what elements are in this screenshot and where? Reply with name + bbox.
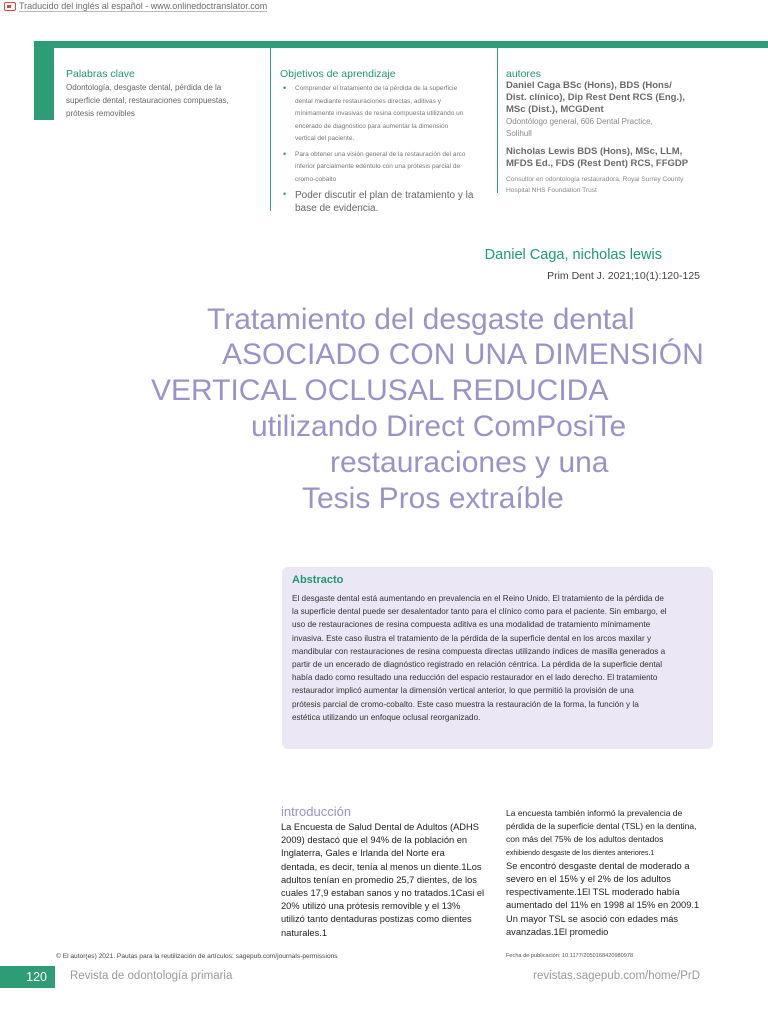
author-2-name: Nicholas Lewis BDS (Hons), MSc, LLM, MFDS Ed., FDS (Rest Dent) RCS, FFGDP (506, 146, 689, 169)
objectives-list (281, 83, 486, 218)
translator-banner (0, 0, 768, 12)
column-divider-2 (497, 48, 498, 193)
author-1-affiliation: Odontólogo general, 606 Dental Practice, Solihull (506, 117, 653, 138)
title-line-3: VERTICAL OCLUSAL REDUCIDA (151, 374, 609, 407)
keywords-heading: Palabras clave (66, 68, 135, 80)
translator-link[interactable]: Traducido del inglés al español - www.onlinedoctranslator.com (19, 0, 268, 11)
title-line-2: ASOCIADO CON UNA DIMENSIÓN (222, 338, 704, 371)
article-byline: Daniel Caga, nicholas lewis (484, 247, 662, 263)
objective-item: • Para obtener una visión general de la restauración del arco inferior parcialmente edéntulo con una prótesis parcial de cromo-cobalto (281, 149, 470, 187)
introduction-right-column: La encuesta también informó la prevalencia de pérdida de la superficie dental (TSL) en la dentina, con más del 75% de los adultos dentados exhibiendo desgaste de los dientes anteriores.1 Se encontró desgaste dental de moderado a severo en el 15% y el 2% de los adultos respectivamente.1El TSL moderado había aumentado del 11% en 1998 al 15% en 2009.1 Un mayor TSL se asoció con edades más avanzadas.1El promedio (506, 808, 700, 937)
objectives-heading: Objetivos de aprendizaje (280, 68, 396, 80)
abstract-heading: Abstracto (292, 574, 344, 586)
introduction-left-column: La Encuesta de Salud Dental de Adultos (ADHS 2009) destacó que el 94% de la población en Inglaterra, Gales e Irlanda del Norte era dentada, es decir, tenía al menos un diente.1Los adultos tenían en promedio 25,7 dientes, de los cuales 17,9 estaban sanos y no tratados.1Casi el 20% utilizó una prótesis removible y el 13% utilizó tanto dentaduras postizas como dientes naturales.1 (281, 822, 485, 938)
page-number: 120 (0, 966, 55, 988)
journal-url[interactable]: revistas.sagepub.com/home/PrD (533, 970, 700, 982)
column-divider-1 (270, 48, 271, 211)
title-line-4: utilizando Direct ComPosiTe (251, 410, 627, 443)
keywords-text: Odontología, desgaste dental, pérdida de la superficie dental, restauraciones compuestas, prótesis removibles (66, 83, 229, 118)
objective-item: • Comprender el tratamiento de la pérdida de la superficie dental mediante restauraciones directas, aditivas y mínimamente invasivas de resina compuesta utilizando un encerado de diagnóstico para aumentar la dimensión vertical del paciente. (281, 83, 470, 146)
translate-icon (4, 2, 16, 11)
publication-doi: Fecha de publicación: 10.1177/2050168420980978 (506, 953, 634, 959)
introduction-heading: introducción (281, 804, 352, 819)
copyright-notice: © El autor(es) 2021. Pautas para la reutilización de artículos: sagepub.com/journals-permissions (56, 953, 338, 960)
header-accent-tab (34, 48, 54, 120)
title-line-5: restauraciones y una (330, 446, 609, 479)
authors-heading: autores (506, 68, 542, 80)
title-line-1: Tratamiento del desgaste dental (207, 303, 635, 336)
objective-item: • Poder discutir el plan de tratamiento y la base de evidencia. (281, 189, 485, 215)
journal-name: Revista de odontología primaria (70, 970, 233, 982)
article-citation: Prim Dent J. 2021;10(1):120-125 (547, 270, 700, 282)
header-accent-bar (34, 41, 768, 48)
abstract-text: El desgaste dental está aumentando en prevalencia en el Reino Unido. El tratamiento de la pérdida de la superficie dental puede ser desalentador tanto para el clínico como para el paciente. Sin embargo, el uso de restauraciones de resina compuesta aditiva es una modalidad de tratamiento mínimamente invasiva. Este caso ilustra el tratamiento de la pérdida de la superficie dental en los arcos maxilar y mandibular con restauraciones de resina compuesta directas utilizando índices de masilla generados a partir de un encerado de diagnóstico registrado en relación céntrica. La pérdida de la superficie dental había dado como resultado una reducción del espacio restaurador en el lado derecho. El tratamiento restaurador implicó aumentar la dimensión vertical anterior, lo que permitió la provisión de una prótesis parcial de cromo-cobalto. Este caso muestra la restauración de la forma, la función y la estética utilizando un enfoque oclusal reorganizado. (292, 594, 667, 722)
author-1-name: Daniel Caga BSc (Hons), BDS (Hons/ Dist. clínico), Dip Rest Dent RCS (Eng.), MSc (Dist.), MCGDent (506, 80, 685, 115)
title-line-6: Tesis Pros extraíble (302, 482, 564, 515)
author-2-affiliation: Consultor en odontología restauradora, Royal Surrey County Hospital NHS Foundation Trust (506, 176, 684, 194)
